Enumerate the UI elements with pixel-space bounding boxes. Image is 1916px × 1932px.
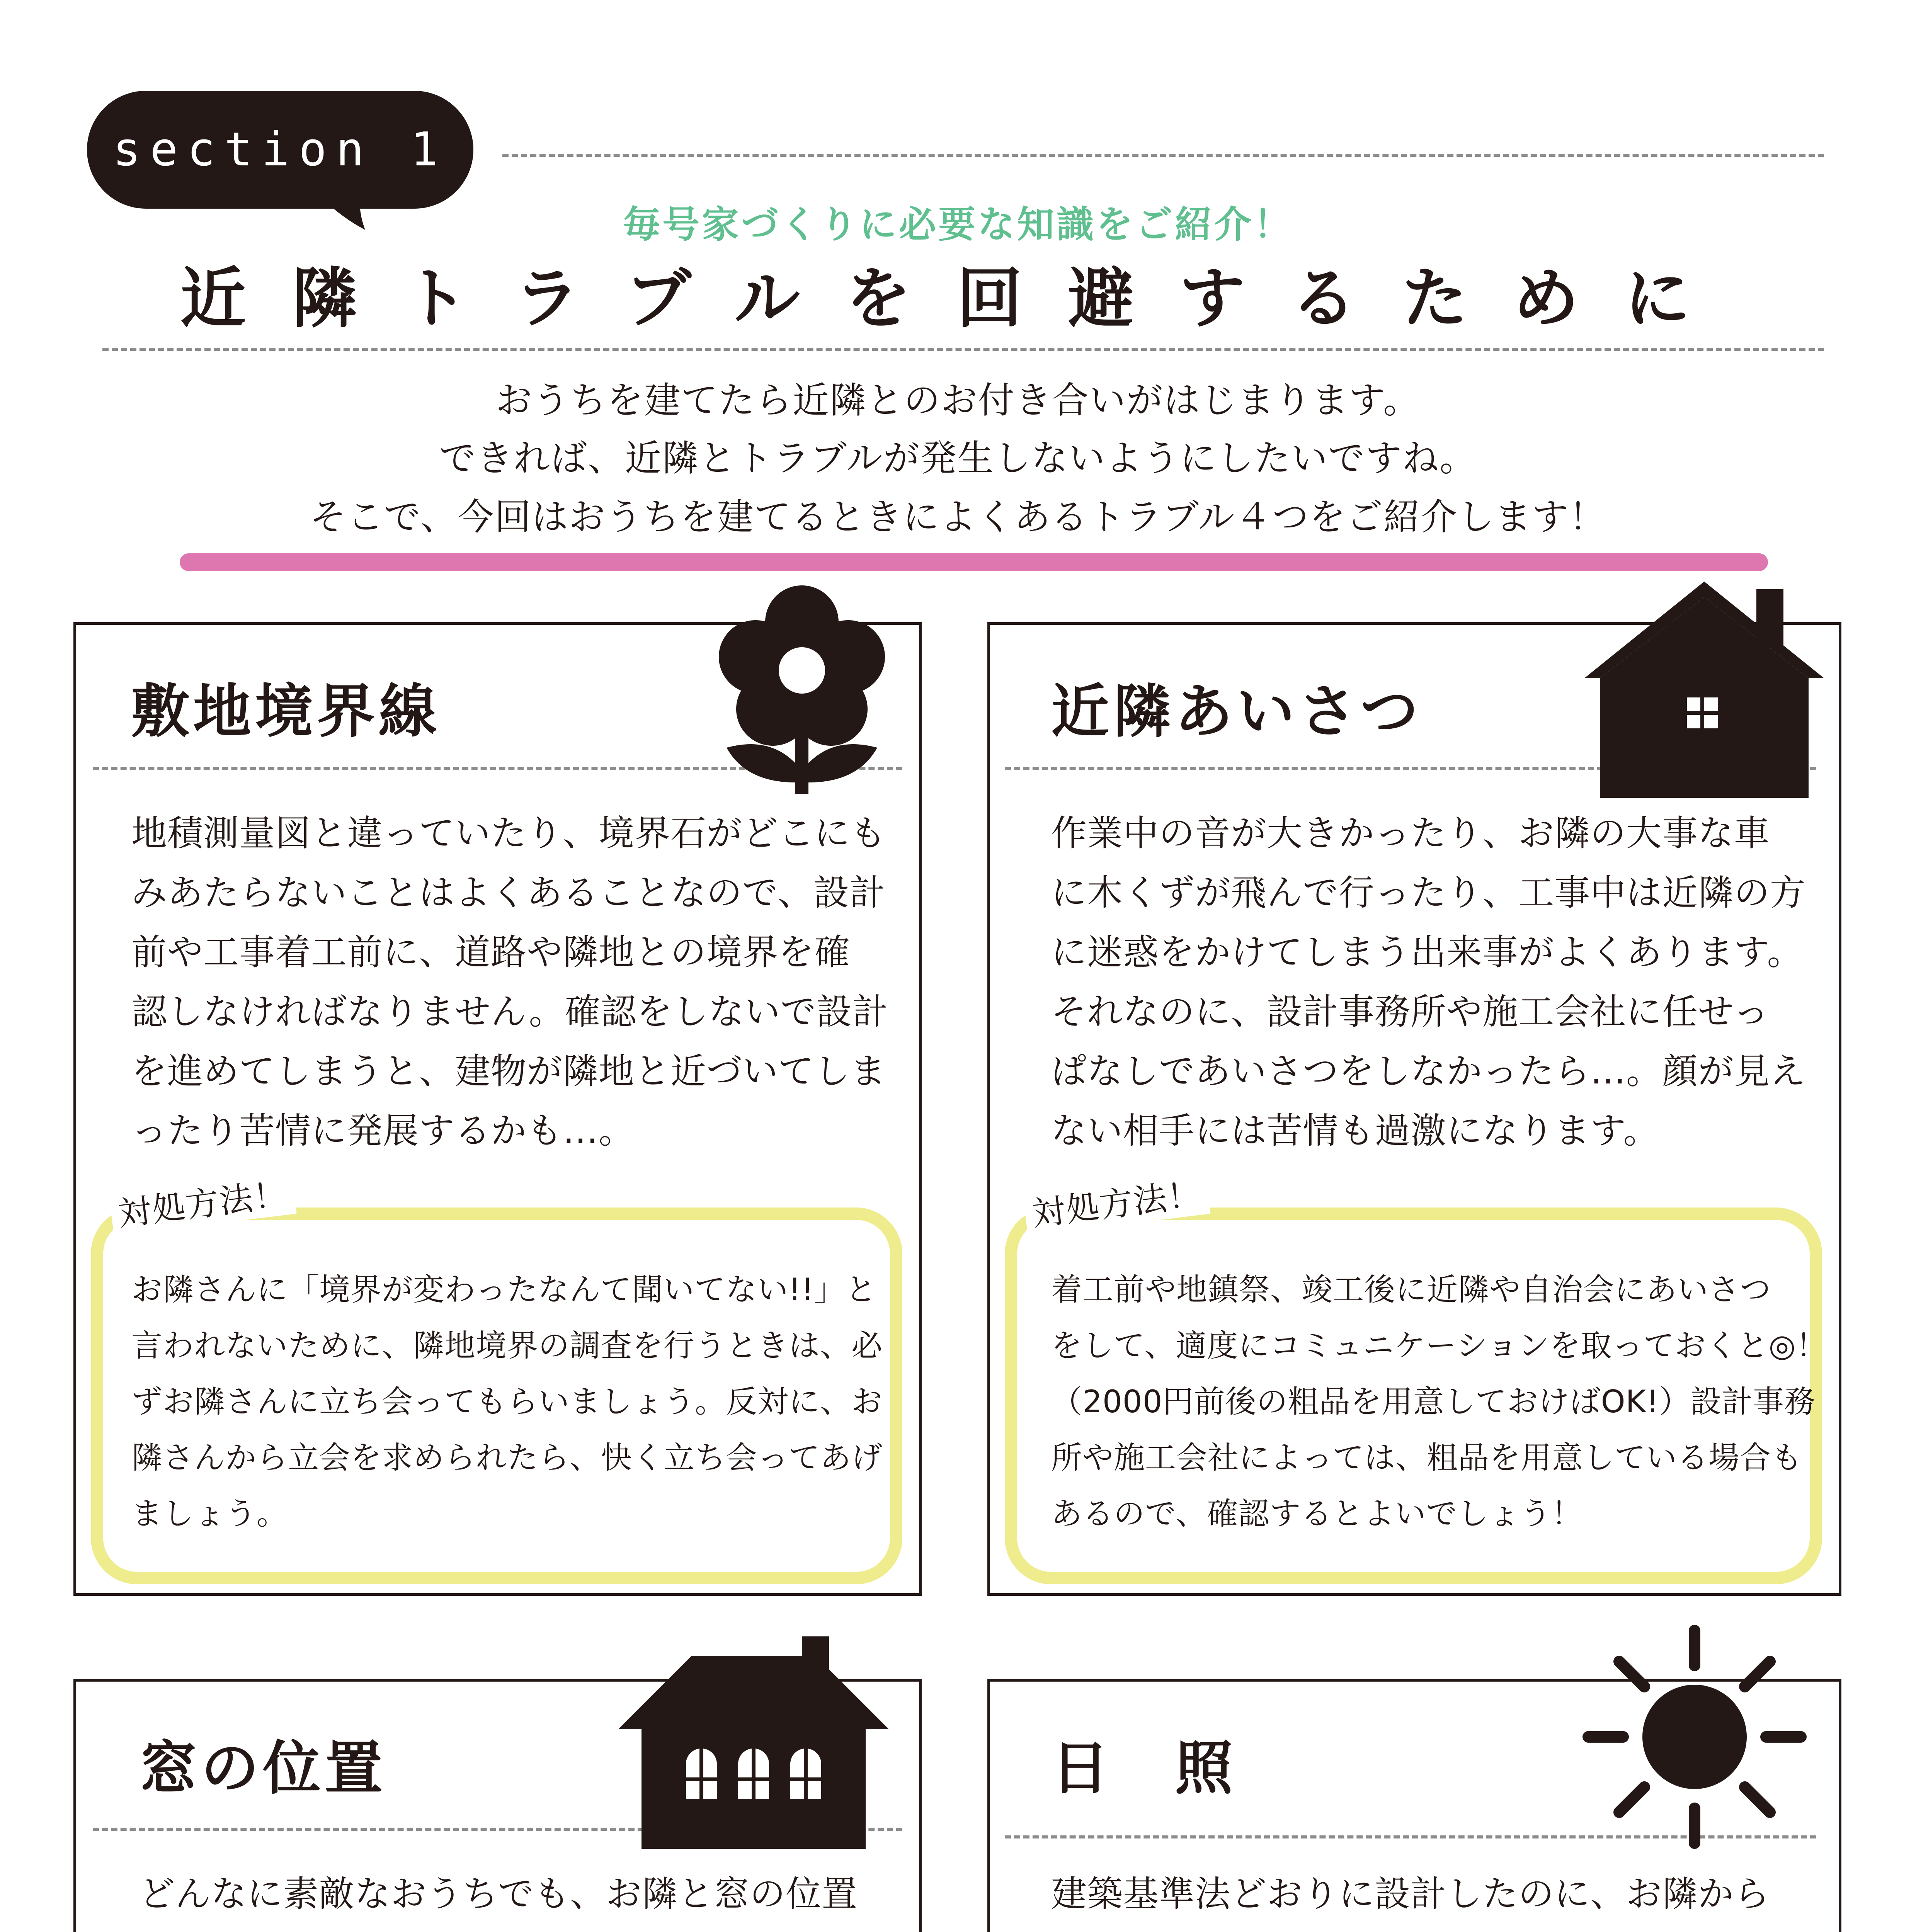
section-badge-label: section 1 [112,123,448,177]
body-line: 建築基準法どおりに設計したのに、お隣から [1051,1873,1770,1915]
section-title: 窓の位置 [139,1735,387,1802]
windows-house-icon [618,1636,889,1849]
body-line [139,1924,894,1932]
tip-line: 着工前や地鎮祭、竣工後に近隣や自治会にあいさつ [1051,1272,1771,1308]
body-line: それなのに、設計事務所や施工会社に任せっ [1051,991,1770,1032]
body-line: みあたらないことはよくあることなので、設計 [131,872,886,913]
tip-line: ずお隣さんに立ち会ってもらいましょう。反対に、お [131,1384,883,1420]
body-line: に木くずが飛んで行ったり、工事中は近隣の方 [1051,872,1806,913]
intro-line-3: そこで、今回はおうちを建てるときによくあるトラブル４つをご紹介します！ [310,496,1606,538]
tip-label: 対処方法！ [108,1166,297,1236]
body-line: 作業中の音が大きかったり、お隣の大事な車 [1051,813,1770,854]
page-subtitle: 毎号家づくりに必要な知識をご紹介！ [623,203,1293,246]
header-divider-top [502,154,1824,157]
intro-line-2: できれば、近隣とトラブルが発生しないようにしたいですね。 [439,437,1477,480]
intro-line-1: おうちを建てたら近隣とのお付き合いがはじまります。 [495,379,1421,422]
section-title: 近隣あいさつ [1051,678,1423,745]
body-line: ったり苦情に発展するかも…。 [131,1110,635,1151]
page-title: 近隣トラブルを回避するために [180,260,1736,337]
tip-line: 隣さんから立会を求められたら、快く立ち会ってあげ [131,1440,883,1476]
tip-line: 言われないために、隣地境界の調査を行うときは、必 [131,1328,883,1364]
body-line: どんなに素敵なおうちでも、お隣と窓の位置 [139,1873,858,1915]
section-body [139,1864,894,1932]
section-title: 日 照 [1051,1735,1237,1802]
tip-label: 対処方法！ [1022,1166,1211,1236]
body-line: 地積測量図と違っていたり、境界石がどこにも [131,813,887,854]
section-body [131,804,888,1161]
tip-line: をして、適度にコミュニケーションを取っておくと◎！ [1051,1328,1828,1364]
body-line: 前や工事着工前に、道路や隣地との境界を確 [131,932,851,973]
tip-line: （2000円前後の粗品を用意しておけばOK!）設計事務 [1051,1384,1816,1420]
body-line: 認しなければなりません。確認をしないで設計 [131,991,888,1032]
sun-icon [1581,1623,1809,1851]
pink-highlight-bar [180,553,1768,571]
section-body [1051,1864,1842,1932]
house-icon [1577,582,1832,798]
body-line: ない相手には苦情も過激になります。 [1051,1110,1659,1151]
body-line [1051,1924,1842,1932]
header-divider-bottom [102,348,1824,351]
tip-text [1051,1262,1827,1542]
tip-text [131,1262,883,1542]
flower-icon [711,582,893,798]
body-line: に迷惑をかけてしまう出来事がよくあります。 [1051,932,1803,973]
body-line: ぱなしであいさつをしなかったら…。顔が見え [1051,1051,1806,1092]
body-line: を進めてしまうと、建物が隣地と近づいてしま [131,1051,887,1092]
tip-line: ましょう。 [131,1496,288,1532]
section-body [1051,804,1806,1161]
tip-line: 所や施工会社によっては、粗品を用意している場合も [1051,1440,1802,1476]
tip-line: あるので、確認するとよいでしょう！ [1051,1496,1583,1532]
tip-line: お隣さんに「境界が変わったなんて聞いてない!!」と [131,1272,877,1308]
section-title: 敷地境界線 [131,678,441,745]
